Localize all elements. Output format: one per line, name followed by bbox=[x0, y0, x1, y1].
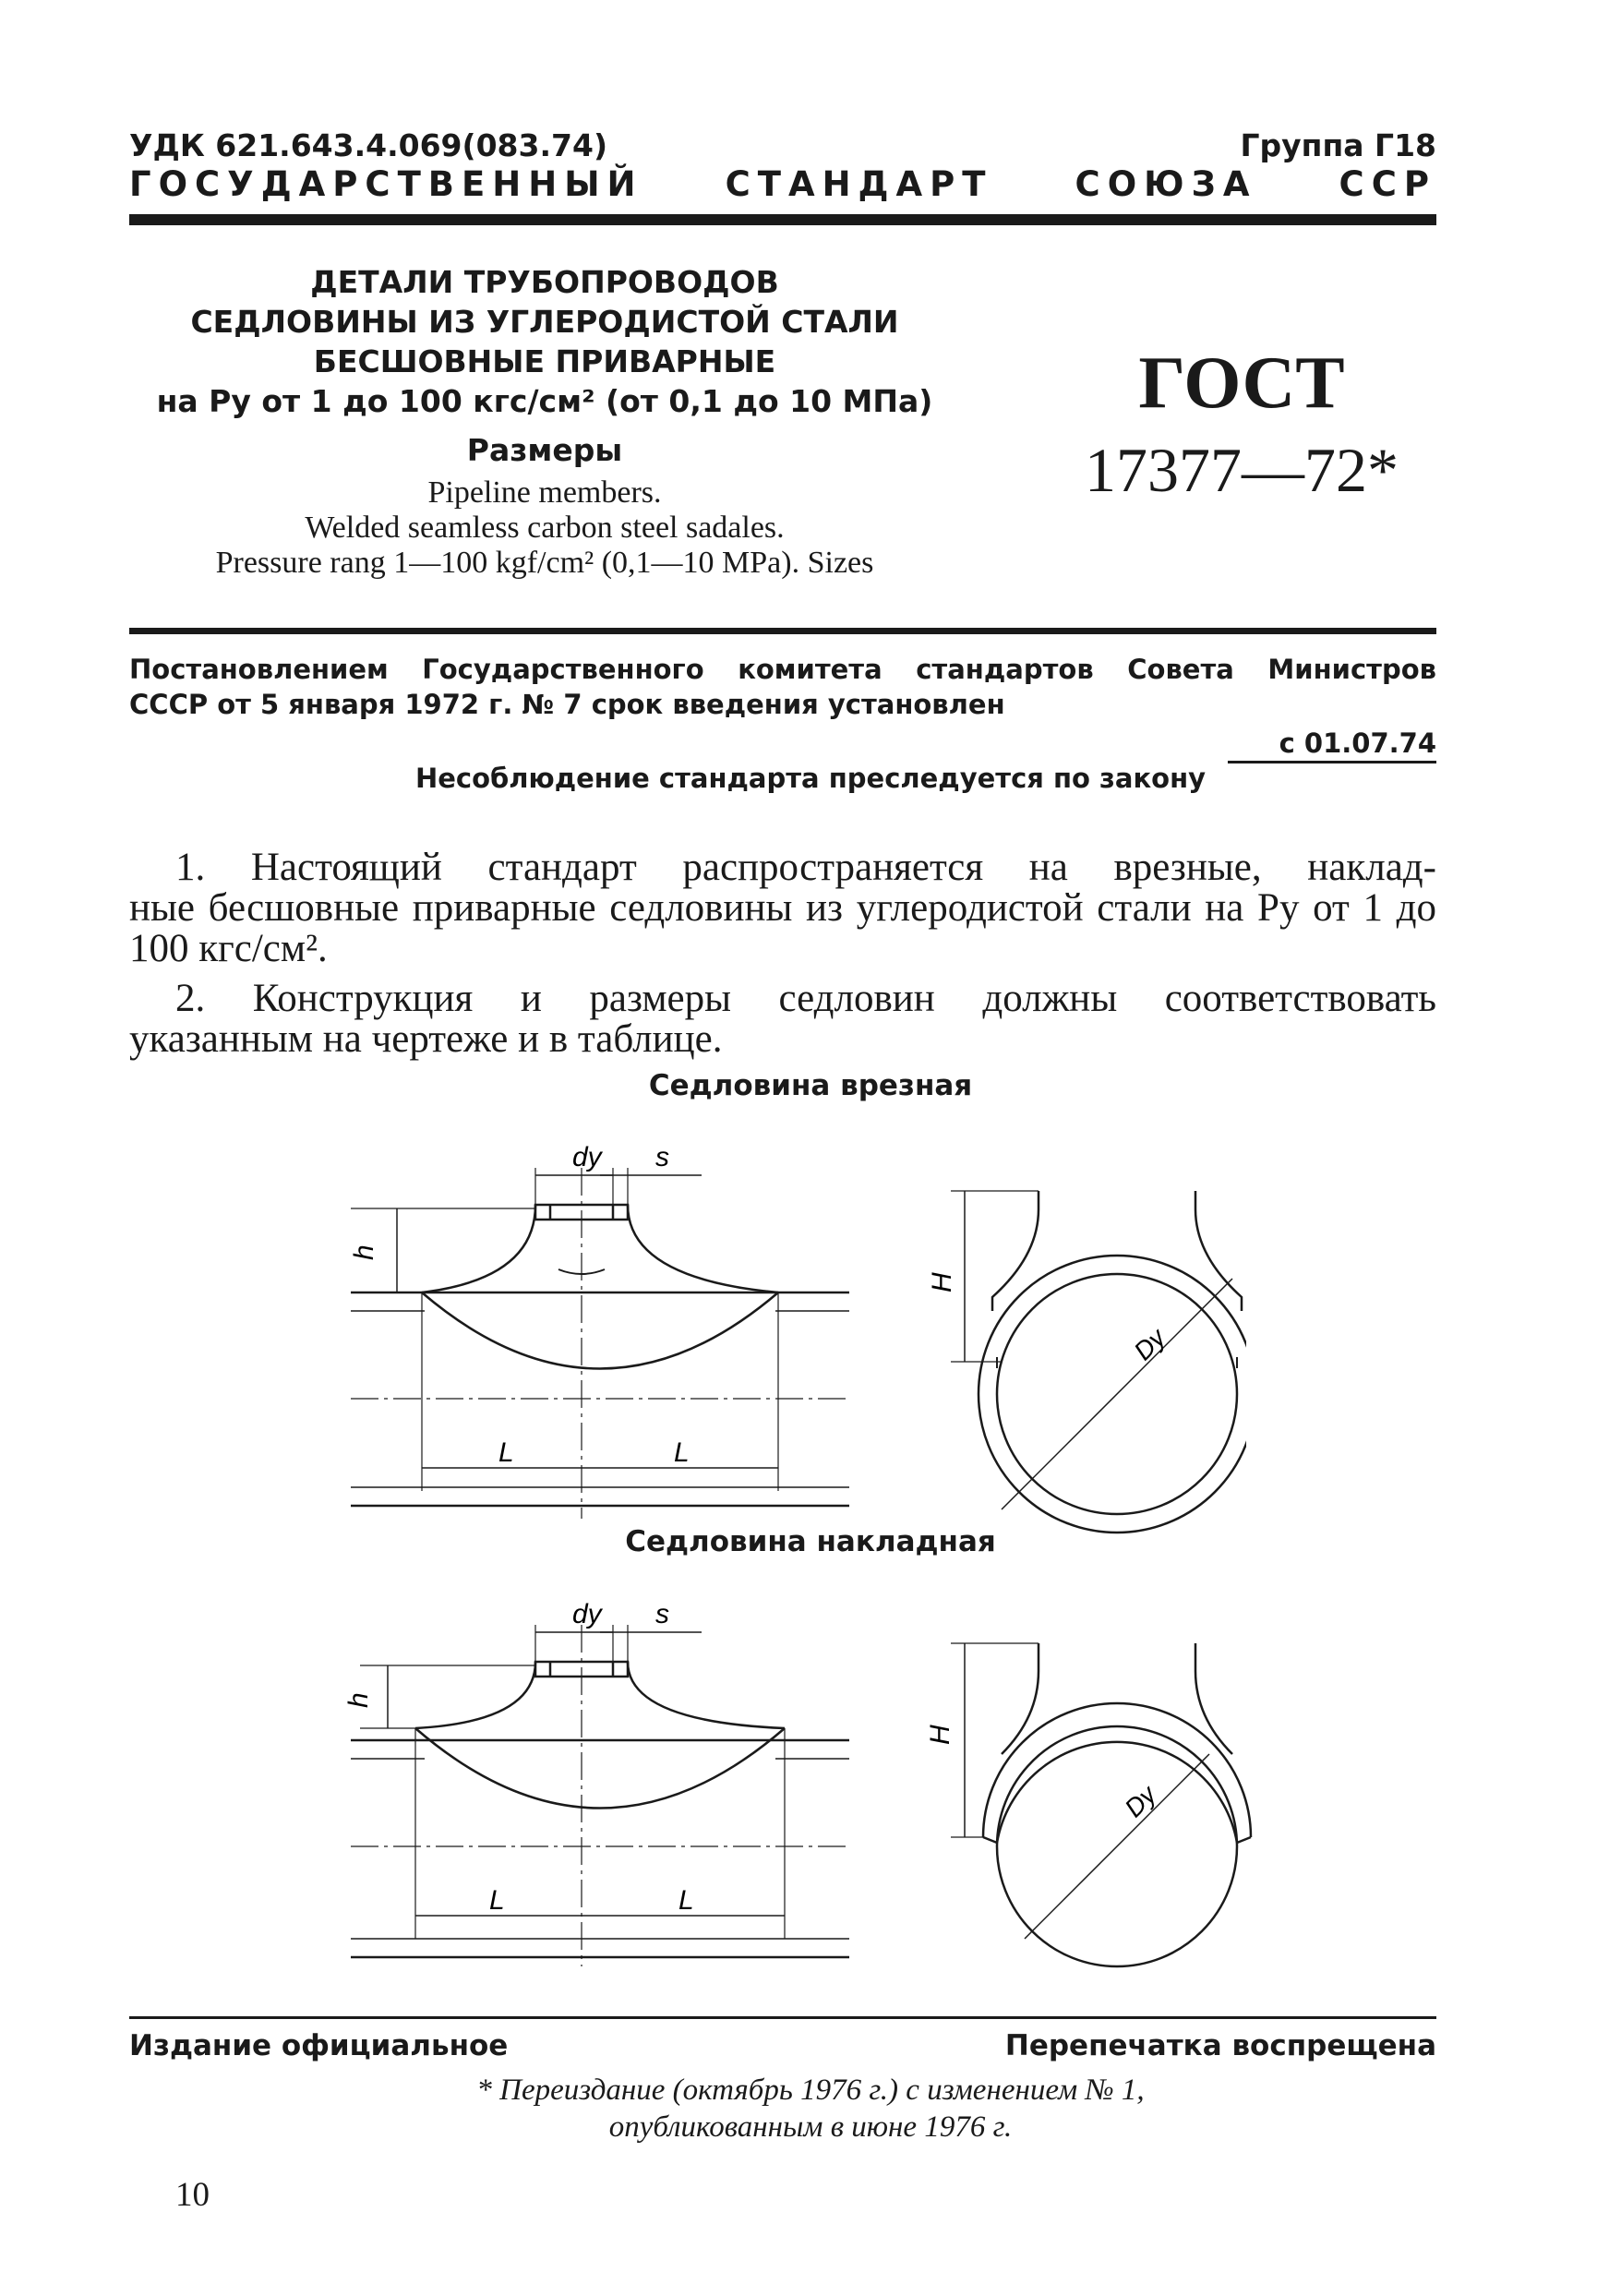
insert-saddle-side-drawing bbox=[323, 1112, 868, 1528]
state-standard-word: ССР bbox=[1339, 164, 1436, 204]
title-line: СЕДЛОВИНЫ ИЗ УГЛЕРОДИСТОЙ СТАЛИ bbox=[190, 304, 899, 340]
title-english: Welded seamless carbon steel sadales. bbox=[305, 511, 785, 545]
gost-label: ГОСТ bbox=[1138, 343, 1345, 424]
dim-h-label: h bbox=[343, 1692, 374, 1708]
overlay-saddle-end-drawing bbox=[914, 1625, 1265, 1985]
title-line: БЕСШОВНЫЕ ПРИВАРНЫЕ bbox=[313, 343, 776, 379]
dim-dy-label: dy bbox=[572, 1142, 602, 1172]
title-line: ДЕТАЛИ ТРУБОПРОВОДОВ bbox=[310, 264, 779, 300]
paragraph-1: 1. Настоящий стандарт распространяется на врезные, наклад- bbox=[175, 846, 1436, 889]
official-edition: Издание официальное bbox=[129, 2029, 509, 2062]
dim-s-label: s bbox=[655, 1142, 669, 1172]
decree-line: СССР от 5 января 1972 г. № 7 срок введения установлен bbox=[129, 689, 1005, 720]
decree-line: Постановлением Государственного комитета стандартов Совета Министров bbox=[129, 654, 1436, 685]
dim-Dy-label: Dy bbox=[1119, 1780, 1162, 1823]
gost-number: 17377—72* bbox=[1085, 435, 1399, 505]
title-english: Pipeline members. bbox=[427, 475, 662, 510]
insert-saddle-end-drawing bbox=[914, 1172, 1246, 1542]
figure-caption-insert-saddle: Седловина врезная bbox=[648, 1069, 973, 1102]
paragraph-1-continued: ные бесшовные приварные седловины из углеродистой стали на Pу от 1 до 100 кгс/см². bbox=[129, 886, 1436, 970]
page-number: 10 bbox=[175, 2176, 210, 2214]
dim-L-label: L bbox=[498, 1437, 514, 1468]
dim-H-label: H bbox=[925, 1725, 955, 1745]
dim-L-label: L bbox=[674, 1437, 690, 1468]
dim-dy-label: dy bbox=[572, 1599, 602, 1629]
dim-s-label: s bbox=[655, 1599, 669, 1629]
reissue-note bbox=[0, 2072, 1621, 2146]
header-thick-rule bbox=[129, 214, 1436, 225]
overlay-saddle-side-drawing bbox=[323, 1569, 868, 1976]
state-standard-heading bbox=[129, 164, 1436, 204]
paragraph-2: 2. Конструкция и размеры седловин должны соответствовать bbox=[175, 977, 1436, 1020]
reissue-line: * Переиздание (октябрь 1976 г.) с изменением № 1, bbox=[476, 2074, 1145, 2107]
group-code: Группа Г18 bbox=[1240, 127, 1436, 163]
figure-caption-overlay-saddle: Седловина накладная bbox=[625, 1525, 996, 1558]
effective-date: с 01.07.74 bbox=[1279, 727, 1436, 759]
reissue-line: опубликованным в июне 1976 г. bbox=[608, 2110, 1013, 2144]
dim-Dy-label: Dy bbox=[1128, 1323, 1171, 1366]
state-standard-word: ГОСУДАРСТВЕННЫЙ bbox=[129, 164, 643, 204]
dim-h-label: h bbox=[349, 1244, 379, 1260]
title-line: на Pу от 1 до 100 кгс/см² (от 0,1 до 10 МПа) bbox=[156, 383, 933, 419]
dim-H-label: H bbox=[927, 1272, 957, 1292]
title-rule bbox=[129, 628, 1436, 634]
udk-code: УДК 621.643.4.069(083.74) bbox=[129, 127, 608, 163]
dim-L-label: L bbox=[489, 1885, 505, 1916]
law-notice: Несоблюдение стандарта преследуется по закону bbox=[414, 763, 1207, 794]
state-standard-word: СТАНДАРТ bbox=[725, 164, 993, 204]
title-english: Pressure rang 1—100 kgf/cm² (0,1—10 MPa). Sizes bbox=[215, 546, 874, 580]
footer-rule bbox=[129, 2016, 1436, 2019]
paragraph-2-continued: указанным на чертеже и в таблице. bbox=[129, 1017, 723, 1061]
state-standard-word: СОЮЗА bbox=[1075, 164, 1257, 204]
title-block bbox=[148, 262, 942, 581]
reprint-prohibited: Перепечатка воспрещена bbox=[1004, 2029, 1436, 2062]
dim-L-label: L bbox=[678, 1885, 694, 1916]
title-sizes: Размеры bbox=[466, 432, 623, 468]
